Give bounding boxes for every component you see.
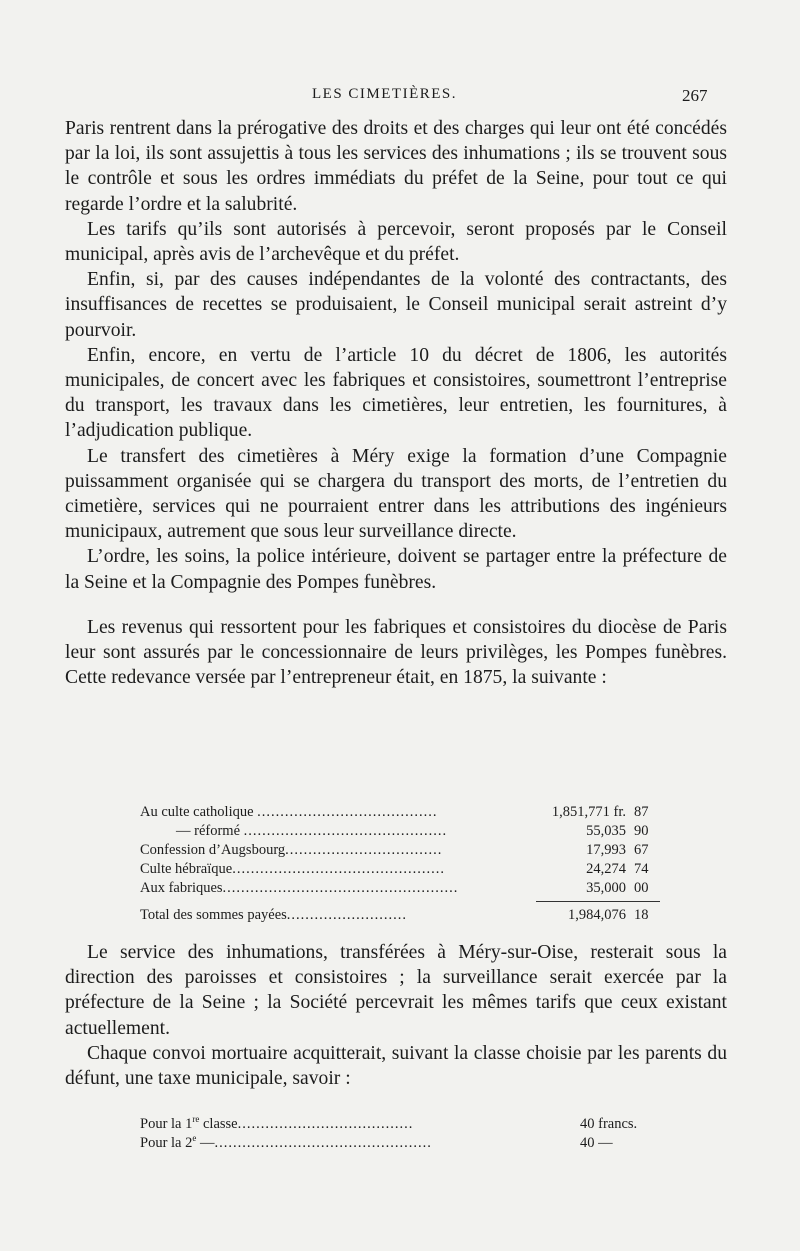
paragraph-ordre: L’ordre, les soins, la police intérieure, doivent se partager entre la préfecture de la Seine et la Compagnie des Pompes funèbres.	[65, 546, 727, 593]
row-amount: 55,035	[586, 823, 626, 839]
page-number: 267	[682, 86, 708, 105]
total-label: Total des sommes payées	[140, 907, 287, 923]
row-unit: fr.	[613, 804, 626, 820]
paragraph-continuation: Paris rentrent dans la prérogative des droits et des charges qui leur ont été concédés par la loi, ils sont assujettis à tous les services des inhumations ; ils se trouvent sous le contrôle et sous les ordres immédiats du préfet de la Seine, pour tout ce qui regarde l’ordre et la salubrité.	[65, 118, 727, 215]
tax-label-sup: re	[192, 1114, 200, 1125]
body-text-top	[65, 116, 727, 690]
leader-dots: ...............................................	[214, 1135, 432, 1151]
leader-dots: ..............................................	[232, 861, 445, 877]
leader-dots: ..................................	[285, 842, 443, 858]
table-row	[140, 879, 660, 898]
body-text-bottom	[65, 940, 727, 1091]
leader-dots: ............................................	[243, 823, 448, 839]
paragraph-convoi: Chaque convoi mortuaire acquitterait, suivant la classe choisie par les parents du défunt, une taxe municipale, savoir :	[65, 1042, 727, 1090]
paragraph-adjudication: Enfin, encore, en vertu de l’article 10 du décret de 1806, les autorités municipales, de concert avec les fabriques et consistoires, soumettront l’entreprise du transport, les travaux dans les cimetières, leur entretien, les fournitures, à l’adjudication publique.	[65, 344, 727, 442]
row-label: Culte hébraïque	[140, 861, 233, 877]
total-amount: 1,984,076	[568, 907, 626, 923]
tax-label-sup: e	[192, 1133, 197, 1144]
row-cents: 67	[634, 842, 649, 858]
row-amount: 24,274	[586, 861, 626, 877]
total-row	[140, 906, 660, 925]
redevance-table	[140, 803, 660, 925]
running-head	[0, 86, 800, 110]
row-amount: 1,851,771	[551, 804, 610, 820]
row-amount: 17,993	[586, 842, 626, 858]
running-title: LES CIMETIÈRES.	[312, 86, 457, 102]
row-label: Aux fabriques	[140, 880, 223, 896]
paragraph-insuffisances: Enfin, si, par des causes indépendantes de la volonté des contractants, des insuffisances de recettes se produisaient, le Conseil municipal serait astreint d’y pourvoir.	[65, 269, 727, 341]
paragraph-transfert: Le transfert des cimetières à Méry exige la formation d’une Compagnie puissamment organisée qui se chargera du transport des morts, de l’entretien du cimetière, services qui ne pourraient entrer dans les attributions des ingénieurs municipaux, autrement que sous leur surveillance directe.	[65, 445, 727, 543]
total-rule	[536, 901, 660, 902]
tax-label-prefix: Pour la 2	[140, 1135, 193, 1151]
table-row	[140, 803, 660, 822]
row-label: Au culte catholique	[140, 804, 254, 820]
tax-amount: 40 francs.	[580, 1116, 638, 1132]
row-cents: 90	[634, 823, 649, 839]
row-label: Confession d’Augsbourg	[140, 842, 286, 858]
total-rule-row	[140, 898, 660, 906]
table-row	[140, 822, 660, 841]
tax-label-prefix: Pour la 1	[140, 1116, 193, 1132]
row-cents: 74	[634, 861, 649, 877]
tax-table	[140, 1115, 660, 1153]
tax-label-suffix: classe	[199, 1116, 238, 1132]
leader-dots: ...................................................	[222, 880, 459, 896]
row-cents: 00	[634, 880, 649, 896]
table-row	[140, 860, 660, 879]
tax-label-suffix: —	[196, 1135, 215, 1151]
paragraph-service: Le service des inhumations, transférées à Méry-sur-Oise, resterait sous la direction des paroisses et consistoires ; la surveillance serait exercée par la préfecture de la Seine ; la Société percevrait les mêmes tarifs que ceux existant actuellement.	[65, 942, 727, 1039]
leader-dots: ......................................	[237, 1116, 414, 1132]
table-row	[140, 1134, 660, 1153]
row-amount: 35,000	[586, 880, 626, 896]
paragraph-revenus: Les revenus qui ressortent pour les fabriques et consistoires du diocèse de Paris leur sont assurés par le concessionnaire de leurs privilèges, les Pompes funèbres. Cette redevance versée par l’entrepreneur était, en 1875, la suivante :	[65, 616, 727, 689]
tax-amount: 40 —	[580, 1135, 613, 1151]
paragraph-tarifs: Les tarifs qu’ils sont autorisés à percevoir, seront proposés par le Conseil municipal, après avis de l’archevêque et du préfet.	[65, 218, 727, 266]
row-label: — réformé	[176, 823, 241, 839]
table-row	[140, 841, 660, 860]
leader-dots: ..........................	[286, 907, 408, 923]
total-cents: 18	[634, 907, 649, 923]
leader-dots: .......................................	[257, 804, 438, 820]
row-cents: 87	[634, 804, 649, 820]
table-row	[140, 1115, 660, 1134]
